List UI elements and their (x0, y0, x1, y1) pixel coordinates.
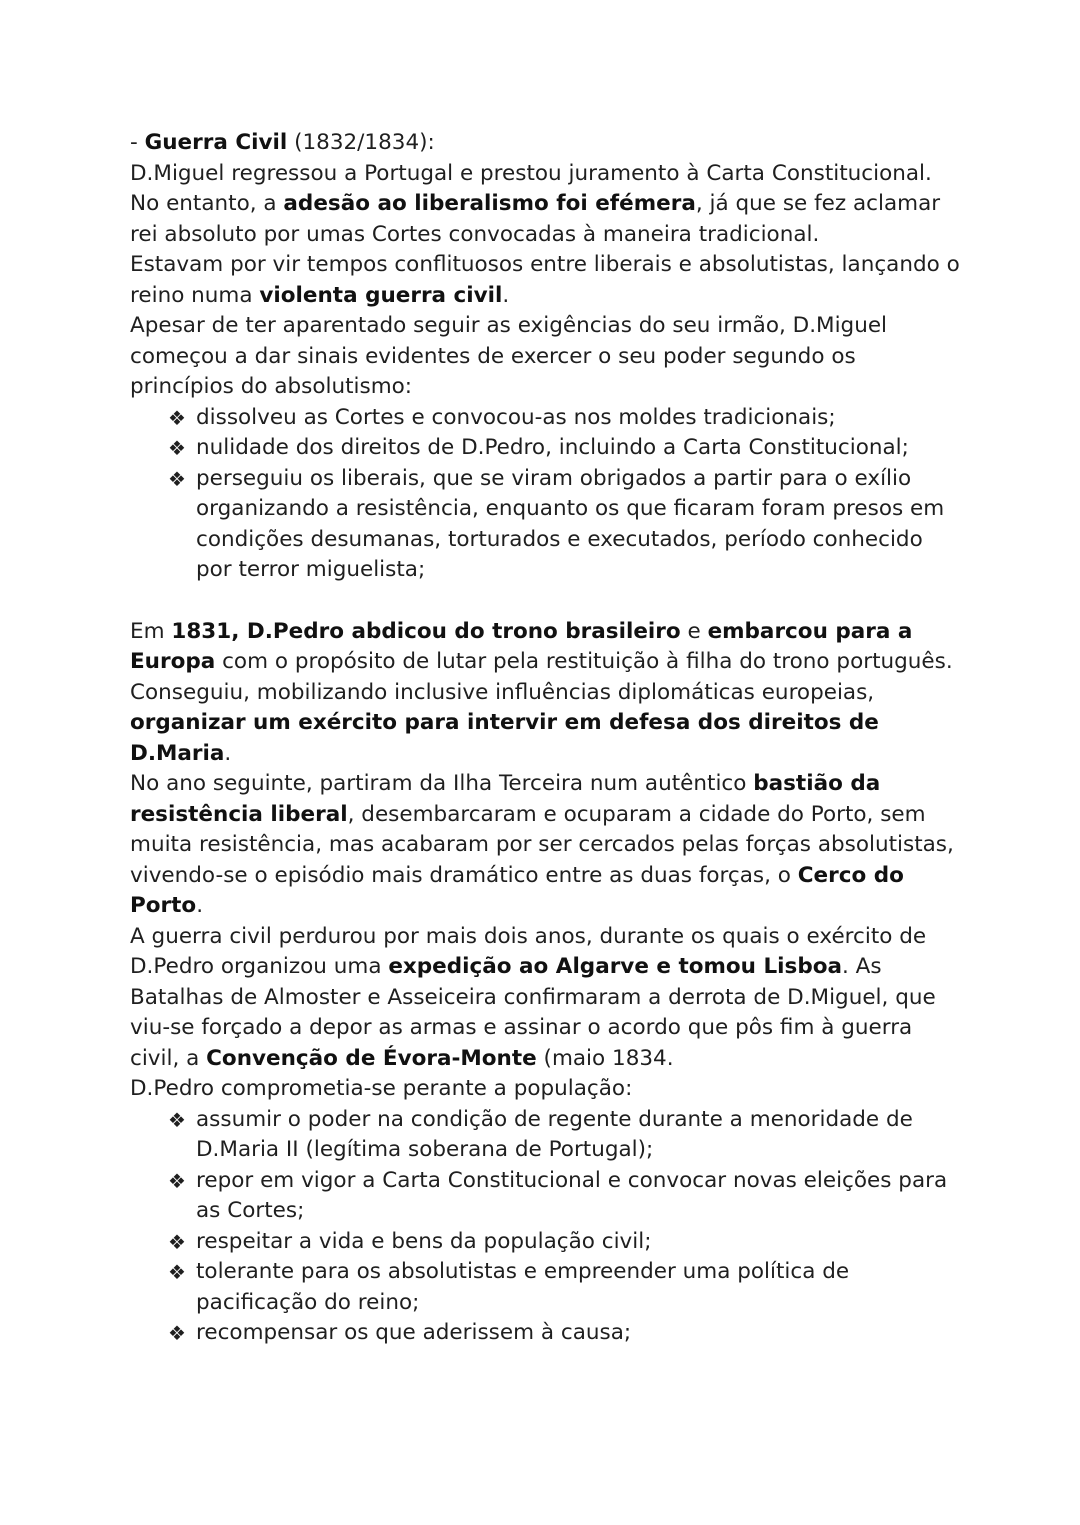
diamond-bullet-icon: ❖ (168, 405, 186, 430)
diamond-bullet-icon: ❖ (168, 1260, 186, 1284)
text-span: . (224, 740, 232, 766)
paragraph-evora-monte (130, 922, 960, 1075)
list-item-text: recompensar os que aderissem à causa; (196, 1320, 632, 1345)
list-item (164, 1318, 960, 1349)
diamond-bullet-icon: ❖ (168, 1229, 186, 1254)
bold-span: expedição ao Algarve e tomou Lisboa (388, 954, 843, 979)
text-span: Em (130, 618, 172, 644)
heading-title: Guerra Civil (144, 130, 288, 155)
pedro-commitments-list (130, 1105, 960, 1349)
heading-prefix: - (130, 130, 145, 155)
bold-span: Cerco do Porto (130, 862, 904, 918)
diamond-bullet-icon: ❖ (168, 1321, 186, 1345)
bold-span: adesão ao liberalismo foi efémera (283, 191, 696, 216)
section-heading (130, 128, 960, 159)
text-span: e (680, 618, 708, 644)
miguel-actions-list (130, 403, 960, 586)
bold-span: violenta guerra civil (259, 282, 503, 308)
paragraph-pedro-abdication (130, 617, 960, 770)
document-page (130, 128, 960, 1349)
bold-span: Convenção de Évora-Monte (206, 1045, 537, 1071)
text-span: . (502, 282, 510, 308)
list-item-text: perseguiu os liberais, que se viram obrigados a partir para o exílio organizando a resistência, enquanto os que ficaram foram presos em condições desumanas, torturados e executados, período conhecido por terror miguelista; (196, 465, 945, 582)
bold-span: embarcou para a Europa (130, 618, 913, 674)
paragraph-absolutism: Apesar de ter aparentado seguir as exigências do seu irmão, D.Miguel começou a dar sinais evidentes de exercer o seu poder segundo os princípios do absolutismo: (130, 313, 888, 399)
text-span: , desembarcaram e ocuparam a cidade do Porto, sem muita resistência, mas acabaram por ser cercados pelas forças absolutistas, vivendo-se o episódio mais dramático entre as duas forças, o (130, 801, 954, 888)
bold-span: bastião da resistência liberal (130, 771, 881, 827)
bold-span: organizar um exército para intervir em defesa dos direitos de D.Maria (130, 710, 879, 766)
text-span: (maio 1834. (536, 1045, 674, 1071)
diamond-bullet-icon: ❖ (168, 466, 186, 491)
list-item (164, 433, 960, 464)
text-span: . (196, 893, 204, 918)
list-item (164, 403, 960, 434)
heading-years: (1832/1834): (287, 130, 435, 155)
list-item-text: dissolveu as Cortes e convocou-as nos moldes tradicionais; (196, 404, 836, 430)
paragraph-pedro-commitments: D.Pedro comprometia-se perante a população: (130, 1076, 633, 1101)
text-span: com o propósito de lutar pela restituição à filha do trono português. Conseguiu, mobilizando inclusive influências diplomáticas europeias, (130, 649, 953, 705)
list-item (164, 1227, 960, 1258)
list-item (164, 1105, 960, 1166)
paragraph-gap (130, 586, 960, 617)
paragraph-conflict (130, 250, 960, 311)
diamond-bullet-icon: ❖ (168, 1168, 186, 1193)
list-item-text: nulidade dos direitos de D.Pedro, incluindo a Carta Constitucional; (196, 435, 909, 460)
list-item-text: tolerante para os absolutistas e empreender uma política de pacificação do reino; (196, 1259, 850, 1315)
list-item (164, 1166, 960, 1227)
list-item-text: respeitar a vida e bens da população civil; (196, 1228, 652, 1254)
bold-span: 1831, D.Pedro abdicou do trono brasileiro (171, 618, 681, 644)
list-item (164, 1257, 960, 1318)
text-span: A guerra civil perdurou por mais dois anos, durante os quais o exército de D.Pedro organizou uma (130, 923, 927, 979)
paragraph-siege-porto (130, 769, 960, 922)
list-item-text: repor em vigor a Carta Constitucional e convocar novas eleições para as Cortes; (196, 1167, 948, 1223)
text-span: . As Batalhas de Almoster e Asseiceira confirmaram a derrota de D.Miguel, que viu-se forçado a depor as armas e assinar o acordo que pôs fim à guerra civil, a (130, 954, 936, 1071)
list-item (164, 464, 960, 586)
diamond-bullet-icon: ❖ (168, 436, 186, 460)
text-span: Estavam por vir tempos conflituosos entre liberais e absolutistas, lançando o reino numa (130, 252, 960, 308)
text-span: D.Miguel regressou a Portugal e prestou juramento à Carta Constitucional. No entanto, a (130, 160, 932, 216)
diamond-bullet-icon: ❖ (168, 1107, 186, 1132)
list-item-text: assumir o poder na condição de regente durante a menoridade de D.Maria II (legítima soberana de Portugal); (196, 1106, 913, 1162)
text-span: No ano seguinte, partiram da Ilha Terceira num autêntico (130, 771, 754, 796)
paragraph-miguel-return (130, 159, 960, 251)
text-span: , já que se fez aclamar rei absoluto por umas Cortes convocadas à maneira tradicional. (130, 191, 941, 247)
